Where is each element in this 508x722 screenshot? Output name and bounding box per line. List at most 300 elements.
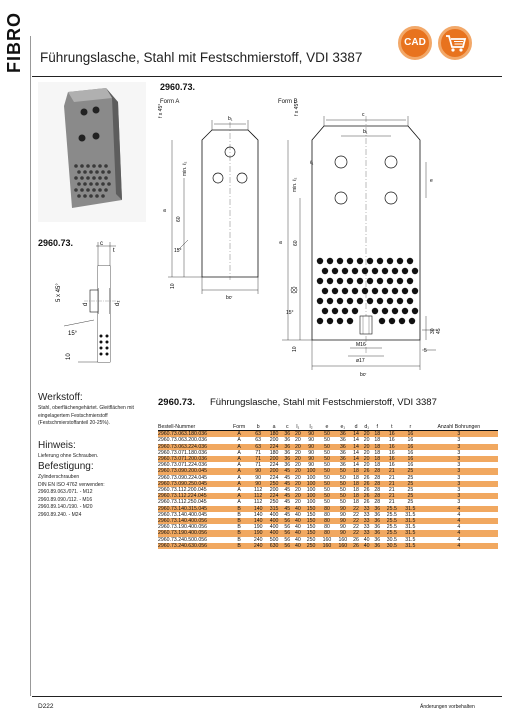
befestigung-line: 2960.89.240. - M24 <box>38 511 82 518</box>
label-chamfer-b: f x 45° <box>294 101 300 116</box>
table-cell: 90 <box>303 444 319 450</box>
table-cell: 2960.73.190.400.056 <box>158 530 228 536</box>
table-cell: 2960.73.071.200.036 <box>158 456 228 462</box>
footer-note: Änderungen vorbehalten <box>420 704 475 710</box>
table-cell: B <box>228 537 250 543</box>
table-cell: 26 <box>351 543 362 549</box>
table-cell: 36 <box>372 506 383 512</box>
table-cell: A <box>228 437 250 443</box>
table-cell: 45 <box>282 512 293 518</box>
label-45-b: 45 <box>436 328 442 334</box>
side-label-chamfer: 5 x 45° <box>56 283 62 302</box>
table-cell: A <box>228 462 250 468</box>
side-label-d: d <box>83 302 89 306</box>
table-cell: 18 <box>372 450 383 456</box>
table-cell: 36 <box>282 456 293 462</box>
label-a-b: a <box>278 241 284 244</box>
table-cell: 100 <box>303 468 319 474</box>
table-cell: A <box>228 444 250 450</box>
table-cell: 140 <box>250 512 266 518</box>
table-cell: 33 <box>361 524 372 530</box>
table-cell: B <box>228 543 250 549</box>
table-cell: 33 <box>361 530 372 536</box>
hinweis-heading: Hinweis: <box>38 440 76 451</box>
table-cell: 90 <box>250 481 266 487</box>
page-title: Führungslasche, Stahl mit Festschmierstoff, VDI 3387 <box>40 50 363 65</box>
column-header: l₂ <box>303 424 319 431</box>
table-cell: 4 <box>420 530 498 536</box>
cad-icon: CAD <box>404 37 426 48</box>
table-cell: 3 <box>420 431 498 438</box>
side-label-t: t <box>113 248 115 254</box>
table-cell: 21 <box>383 499 402 505</box>
order-table-grid <box>158 424 498 549</box>
table-cell: 30.5 <box>383 537 402 543</box>
table-cell: 36 <box>282 450 293 456</box>
table-cell: 28 <box>372 487 383 493</box>
table-cell: 240 <box>250 543 266 549</box>
label-l1-b: ℓ₁ <box>310 160 314 166</box>
table-cell: 14 <box>351 431 362 438</box>
column-header: a <box>266 424 282 431</box>
table-cell: 22 <box>351 512 362 518</box>
table-cell: 224 <box>266 444 282 450</box>
label-fifteen: 15° <box>174 248 182 254</box>
table-cell: 45 <box>282 493 293 499</box>
table-cell: 18 <box>351 475 362 481</box>
table-cell: 180 <box>266 450 282 456</box>
table-cell: 45 <box>282 481 293 487</box>
table-cell: 71 <box>250 456 266 462</box>
table-cell: 28 <box>372 481 383 487</box>
befestigung-line: 2960.89.063./071. - M12 <box>38 489 93 495</box>
table-cell: 20 <box>293 499 304 505</box>
table-cell: 21 <box>383 487 402 493</box>
table-cell: 30.5 <box>383 543 402 549</box>
table-cell: 40 <box>361 543 372 549</box>
brand-label: FIBRO <box>4 12 24 73</box>
table-cell: 2960.73.090.200.045 <box>158 468 228 474</box>
table-cell: 36 <box>335 462 351 468</box>
table-cell: 16 <box>383 444 402 450</box>
table-cell: 4 <box>420 518 498 524</box>
table-cell: 16 <box>401 437 420 443</box>
table-cell: 50 <box>319 444 335 450</box>
form-a-label: Form A <box>160 99 180 105</box>
table-cell: 26 <box>361 481 372 487</box>
table-cell: 200 <box>266 456 282 462</box>
page-number: D222 <box>38 703 54 710</box>
table-cell: 50 <box>319 499 335 505</box>
table-cell: 31.5 <box>401 537 420 543</box>
column-header: e₁ <box>335 424 351 431</box>
table-cell: 33 <box>361 506 372 512</box>
table-cell: 36 <box>372 537 383 543</box>
table-cell: 26 <box>361 468 372 474</box>
table-cell: 25.5 <box>383 512 402 518</box>
table-cell: 50 <box>319 437 335 443</box>
table-cell: 40 <box>293 524 304 530</box>
table-cell: 190 <box>250 530 266 536</box>
table-cell: 71 <box>250 462 266 468</box>
table-cell: B <box>228 530 250 536</box>
table-cell: 16 <box>383 462 402 468</box>
table-cell: 200 <box>266 468 282 474</box>
table-cell: 250 <box>266 499 282 505</box>
label-b-cr-b: bᴄʳ <box>360 372 367 378</box>
table-cell: 31.5 <box>401 518 420 524</box>
table-cell: 50 <box>335 475 351 481</box>
table-cell: 2960.73.112.200.045 <box>158 487 228 493</box>
shopping-cart-button[interactable] <box>438 26 472 60</box>
befestigung-heading: Befestigung: <box>38 461 94 472</box>
table-cell: 160 <box>335 537 351 543</box>
befestigung-list <box>38 474 146 519</box>
table-cell: 3 <box>420 487 498 493</box>
table-cell: 2960.73.071.180.036 <box>158 450 228 456</box>
table-row <box>158 543 498 549</box>
table-cell: 28 <box>372 499 383 505</box>
table-cell: 56 <box>282 518 293 524</box>
table-cell: 18 <box>351 481 362 487</box>
table-cell: 20 <box>361 456 372 462</box>
title-divider <box>32 76 502 77</box>
table-cell: 2960.73.190.400.056 <box>158 524 228 530</box>
table-cell: 16 <box>401 444 420 450</box>
column-header: t <box>383 424 402 431</box>
table-cell: 20 <box>293 444 304 450</box>
cart-icon <box>441 29 469 57</box>
table-cell: 250 <box>266 481 282 487</box>
table-cell: A <box>228 450 250 456</box>
table-cell: 160 <box>319 537 335 543</box>
table-cell: 56 <box>282 537 293 543</box>
table-cell: 31.5 <box>401 512 420 518</box>
table-cell: 40 <box>293 506 304 512</box>
label-e-b: e <box>430 178 433 184</box>
side-label-ten: 10 <box>66 353 72 360</box>
table-cell: 90 <box>250 475 266 481</box>
table-cell: 22 <box>351 506 362 512</box>
table-cell: 14 <box>351 444 362 450</box>
table-cell: 50 <box>335 493 351 499</box>
table-cell: 112 <box>250 499 266 505</box>
form-b-label: Form B <box>278 99 298 105</box>
table-cell: 50 <box>319 450 335 456</box>
table-cell: A <box>228 475 250 481</box>
table-cell: 25.5 <box>383 506 402 512</box>
table-cell: 90 <box>250 468 266 474</box>
table-cell: 3 <box>420 499 498 505</box>
table-cell: 112 <box>250 493 266 499</box>
table-cell: 100 <box>303 487 319 493</box>
table-cell: 3 <box>420 475 498 481</box>
table-cell: 4 <box>420 537 498 543</box>
table-cell: 45 <box>282 475 293 481</box>
side-label-c: c <box>100 241 103 247</box>
table-cell: 36 <box>282 431 293 438</box>
table-cell: 45 <box>282 506 293 512</box>
column-header: d₁ <box>361 424 372 431</box>
label-o17: ø17 <box>356 358 365 364</box>
table-cell: 3 <box>420 450 498 456</box>
table-cell: 18 <box>372 437 383 443</box>
table-cell: 40 <box>293 518 304 524</box>
table-cell: 21 <box>383 481 402 487</box>
label-min-l2-b: min. ℓ₂ <box>292 177 298 192</box>
table-cell: 20 <box>361 444 372 450</box>
table-cell: 20 <box>361 462 372 468</box>
table-cell: 25.5 <box>383 524 402 530</box>
column-header: l₁ <box>293 424 304 431</box>
column-header: d <box>351 424 362 431</box>
table-cell: 36 <box>372 530 383 536</box>
table-cell: 26 <box>361 475 372 481</box>
label-c-b: c <box>362 112 365 118</box>
product-title: Führungslasche, Stahl mit Festschmierstoff, VDI 3387 <box>210 397 437 408</box>
table-cell: 50 <box>319 456 335 462</box>
table-cell: 63 <box>250 437 266 443</box>
table-cell: 50 <box>319 475 335 481</box>
table-cell: 21 <box>383 493 402 499</box>
table-cell: 16 <box>383 456 402 462</box>
table-cell: 14 <box>351 462 362 468</box>
table-cell: 90 <box>303 437 319 443</box>
column-header: Anzahl Bohrungen <box>420 424 498 431</box>
table-cell: 16 <box>383 431 402 438</box>
table-cell: 2960.73.240.630.056 <box>158 543 228 549</box>
label-30-b: 30 <box>430 328 436 334</box>
table-cell: 112 <box>250 487 266 493</box>
table-cell: 14 <box>351 456 362 462</box>
table-cell: B <box>228 518 250 524</box>
table-cell: 20 <box>293 493 304 499</box>
product-photo <box>38 82 146 222</box>
table-cell: 80 <box>319 518 335 524</box>
column-header: Form <box>228 424 250 431</box>
table-cell: 90 <box>335 530 351 536</box>
table-cell: 3 <box>420 468 498 474</box>
befestigung-line: Zylinderschrauben <box>38 474 80 480</box>
table-cell: 18 <box>372 431 383 438</box>
table-cell: 2960.73.140.400.056 <box>158 518 228 524</box>
befestigung-line: 2960.89.090./112. - M16 <box>38 496 93 503</box>
table-cell: 36 <box>335 437 351 443</box>
side-drawing-code: 2960.73. <box>38 238 74 248</box>
table-cell: 3 <box>420 444 498 450</box>
column-header: Bestell-Nummer <box>158 424 228 431</box>
label-sixty: 60 <box>176 216 182 222</box>
table-cell: 160 <box>335 543 351 549</box>
table-cell: 20 <box>293 481 304 487</box>
table-cell: A <box>228 456 250 462</box>
side-view-drawing <box>38 240 120 370</box>
table-cell: 26 <box>361 493 372 499</box>
table-cell: 36 <box>372 524 383 530</box>
table-cell: 33 <box>361 512 372 518</box>
table-cell: 4 <box>420 512 498 518</box>
table-cell: 20 <box>361 437 372 443</box>
table-cell: 80 <box>319 530 335 536</box>
table-cell: 2960.73.112.250.045 <box>158 499 228 505</box>
table-cell: 14 <box>351 437 362 443</box>
table-cell: 250 <box>303 543 319 549</box>
table-cell: 20 <box>293 462 304 468</box>
table-cell: 20 <box>293 468 304 474</box>
table-cell: 18 <box>351 499 362 505</box>
befestigung-line: DIN EN ISO 4762 verwenden: <box>38 481 105 488</box>
table-cell: 150 <box>303 518 319 524</box>
table-row <box>158 431 498 438</box>
table-cell: 22 <box>351 530 362 536</box>
table-cell: A <box>228 431 250 438</box>
table-cell: 36 <box>335 444 351 450</box>
table-cell: 50 <box>319 468 335 474</box>
table-cell: 31.5 <box>401 543 420 549</box>
table-cell: 2960.73.063.180.036 <box>158 431 228 438</box>
table-cell: 31.5 <box>401 506 420 512</box>
table-cell: 2960.73.140.315.045 <box>158 506 228 512</box>
table-cell: 36 <box>372 543 383 549</box>
table-cell: B <box>228 506 250 512</box>
table-cell: 20 <box>361 450 372 456</box>
table-cell: 45 <box>282 468 293 474</box>
table-cell: 90 <box>303 431 319 438</box>
table-cell: 3 <box>420 456 498 462</box>
product-code: 2960.73. <box>158 397 195 408</box>
table-cell: 28 <box>372 493 383 499</box>
table-cell: 630 <box>266 543 282 549</box>
table-cell: 36 <box>335 456 351 462</box>
label-b1: b₁ <box>228 116 233 122</box>
column-header: r <box>401 424 420 431</box>
table-cell: 80 <box>319 506 335 512</box>
table-cell: 90 <box>335 512 351 518</box>
table-cell: 45 <box>282 499 293 505</box>
table-cell: 16 <box>401 450 420 456</box>
drawing-code: 2960.73. <box>160 82 196 92</box>
table-cell: 50 <box>319 487 335 493</box>
table-cell: 2960.73.063.200.036 <box>158 437 228 443</box>
table-cell: 25 <box>401 487 420 493</box>
table-body <box>158 431 498 549</box>
table-cell: 63 <box>250 431 266 438</box>
table-cell: 2960.73.240.500.056 <box>158 537 228 543</box>
table-cell: B <box>228 524 250 530</box>
table-cell: 31.5 <box>401 530 420 536</box>
table-header-row <box>158 424 498 431</box>
table-cell: 400 <box>266 524 282 530</box>
table-cell: 100 <box>303 475 319 481</box>
label-fifteen-b: 15° <box>286 310 294 316</box>
table-cell: 160 <box>319 543 335 549</box>
table-cell: 100 <box>303 499 319 505</box>
table-cell: 90 <box>335 506 351 512</box>
table-cell: 25 <box>401 499 420 505</box>
hinweis-text: Lieferung ohne Schrauben. <box>38 453 99 459</box>
table-cell: 40 <box>361 537 372 543</box>
table-cell: 22 <box>351 524 362 530</box>
table-cell: 20 <box>293 450 304 456</box>
label-sixty-b: 60 <box>293 240 299 246</box>
table-cell: 56 <box>282 530 293 536</box>
table-cell: 28 <box>372 475 383 481</box>
table-cell: 90 <box>335 518 351 524</box>
table-cell: 45 <box>282 487 293 493</box>
table-cell: 50 <box>335 487 351 493</box>
table-cell: 2960.73.090.224.045 <box>158 475 228 481</box>
table-cell: 18 <box>351 487 362 493</box>
table-cell: 100 <box>303 493 319 499</box>
werkstoff-text: Stahl, oberflächengehärtet. Gleitflächen mit eingelagertem Festschmierstoff (Festschmierstoffanteil 20-25%). <box>38 405 134 426</box>
table-cell: A <box>228 499 250 505</box>
table-cell: 25.5 <box>383 518 402 524</box>
werkstoff-heading: Werkstoff: <box>38 392 83 403</box>
table-cell: 18 <box>372 444 383 450</box>
table-cell: 36 <box>372 518 383 524</box>
label-b1-b: b₁ <box>363 129 368 135</box>
vertical-rule <box>30 36 31 696</box>
table-cell: 40 <box>293 512 304 518</box>
table-cell: 90 <box>303 462 319 468</box>
table-cell: 90 <box>303 450 319 456</box>
table-cell: 200 <box>266 437 282 443</box>
table-cell: 20 <box>293 431 304 438</box>
table-cell: A <box>228 493 250 499</box>
table-cell: 150 <box>303 506 319 512</box>
table-cell: 33 <box>361 518 372 524</box>
table-cell: 80 <box>319 512 335 518</box>
befestigung-line: 2960.89.140./190. - M20 <box>38 504 93 510</box>
brand-logo <box>4 8 26 76</box>
table-cell: 26 <box>361 499 372 505</box>
cad-download-button[interactable] <box>398 26 432 60</box>
table-cell: 25.5 <box>383 530 402 536</box>
table-cell: 16 <box>401 431 420 438</box>
label-five-b: 5 <box>424 348 427 354</box>
table-cell: 20 <box>293 456 304 462</box>
label-b-cr-a: bᴄʳ <box>226 295 233 301</box>
table-cell: 20 <box>293 437 304 443</box>
table-cell: 90 <box>335 524 351 530</box>
label-a: a <box>162 209 168 212</box>
column-header: e <box>319 424 335 431</box>
table-cell: 25 <box>401 493 420 499</box>
table-cell: 500 <box>266 537 282 543</box>
table-cell: 4 <box>420 506 498 512</box>
table-cell: 21 <box>383 468 402 474</box>
table-cell: A <box>228 468 250 474</box>
table-cell: 36 <box>282 444 293 450</box>
footer-divider <box>32 696 502 697</box>
table-cell: 240 <box>250 537 266 543</box>
table-cell: 18 <box>372 456 383 462</box>
table-cell: 100 <box>303 481 319 487</box>
table-cell: 200 <box>266 487 282 493</box>
table-cell: 16 <box>383 450 402 456</box>
table-cell: 224 <box>266 493 282 499</box>
table-cell: 36 <box>282 462 293 468</box>
table-cell: 71 <box>250 450 266 456</box>
table-cell: 20 <box>293 475 304 481</box>
table-cell: 36 <box>335 431 351 438</box>
table-cell: 18 <box>351 468 362 474</box>
table-cell: 40 <box>293 537 304 543</box>
table-cell: 400 <box>266 518 282 524</box>
table-cell: 250 <box>303 537 319 543</box>
table-cell: 36 <box>372 512 383 518</box>
table-cell: 140 <box>250 506 266 512</box>
